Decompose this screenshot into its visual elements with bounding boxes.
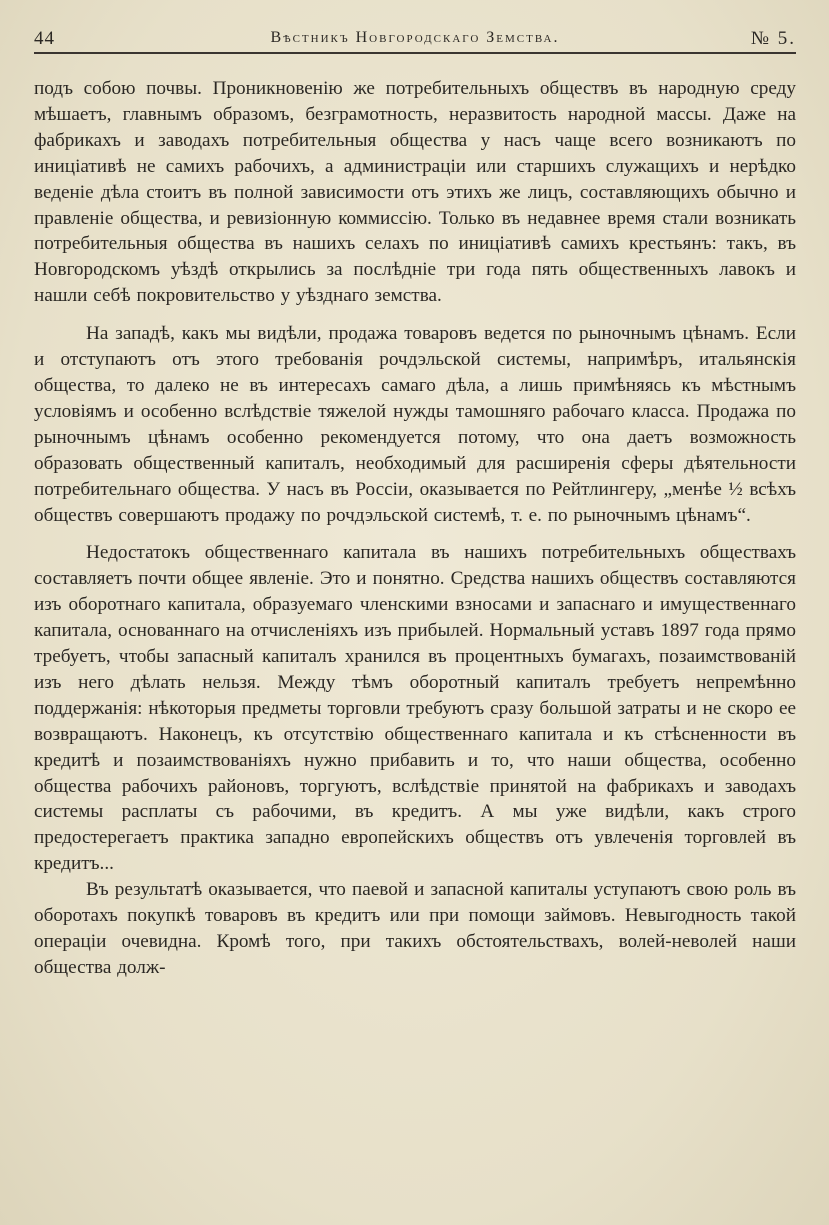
paragraph: подъ собою почвы. Проникновенію же потребительныхъ обществъ въ народную среду мѣшаетъ, главнымъ образомъ, безграмотность, неразвитость народной массы. Даже на фабрикахъ и заводахъ потребительныя общества у насъ чаще всего возникаютъ по иниціативѣ не самихъ рабочихъ, а администраціи или старшихъ служащихъ и нерѣдко веденіе дѣла стоитъ въ полной зависимости отъ этихъ же лицъ, составляющихъ обычно и правленіе общества, и ревизіонную коммиссію. Только въ недавнее время стали возникать потребительныя общества въ нашихъ селахъ по иниціативѣ самихъ крестьянъ: такъ, въ Новгородскомъ уѣздѣ открылись за послѣдніе три года пять общественныхъ лавокъ и нашли себѣ покровительство у уѣзднаго земства.	[34, 78, 796, 307]
paragraph: Недостатокъ общественнаго капитала въ нашихъ потребительныхъ обществахъ составляетъ почти общее явленіе. Это и понятно. Средства нашихъ обществъ составляются изъ оборотнаго капитала, образуемаго членскими взносами и запаснаго и имущественнаго капитала, основаннаго на отчисленіяхъ изъ прибылей. Нормальный уставъ 1897 года прямо требуетъ, чтобы запасный капиталъ хранился въ процентныхъ бумагахъ, позаимствованій изъ него дѣлать нельзя. Между тѣмъ оборотный капиталъ требуетъ непремѣнно поддержанія: нѣкоторыя предметы торговли требуютъ сразу большой затраты и не скоро ее возвращаютъ. Наконецъ, къ отсутствію общественнаго капитала и къ стѣсненности въ кредитѣ и позаимствованіяхъ нужно прибавить и то, что наши общества, особенно общества рабочихъ районовъ, торгуютъ, вслѣдствіе принятой на фабрикахъ и заводахъ системы расплаты съ рабочими, въ кредитъ. А мы уже видѣли, какъ строго предостерегаетъ практика западно европейскихъ обществъ отъ увлеченія торговлей въ кредитъ...	[34, 542, 796, 875]
article-body	[34, 76, 796, 981]
running-header	[34, 28, 796, 54]
page-number: 44	[34, 28, 55, 49]
header-rule	[34, 52, 796, 54]
issue-number: № 5.	[750, 28, 796, 49]
paragraph: На западѣ, какъ мы видѣли, продажа товаровъ ведется по рыночнымъ цѣнамъ. Если и отступаютъ отъ этого требованія рочдэльской системы, напримѣръ, итальянскія общества, то далеко не въ интересахъ самаго дѣла, а лишь примѣняясь къ мѣстнымъ условіямъ и особенно вслѣдствіе тяжелой нужды тамошняго рабочаго класса. Продажа по рыночнымъ цѣнамъ особенно рекомендуется потому, что она даетъ возможность образовать общественный капиталъ, необходимый для расширенія сферы дѣятельности потребительнаго общества. У насъ въ Россіи, оказывается по Рейтлингеру, „менѣе ½ всѣхъ обществъ совершаютъ продажу по рочдэльской системѣ, т. е. по рыночнымъ цѣнамъ“.	[34, 323, 796, 526]
paragraph: Въ результатѣ оказывается, что паевой и запасной капиталы уступаютъ свою роль въ оборотахъ покупкѣ товаровъ въ кредитъ или при помощи займовъ. Невыгодность такой операціи очевидна. Кромѣ того, при такихъ обстоятельствахъ, волей-неволей наши общества долж-	[34, 879, 796, 978]
journal-title: Вѣстникъ Новгородскаго Земства.	[270, 29, 560, 46]
